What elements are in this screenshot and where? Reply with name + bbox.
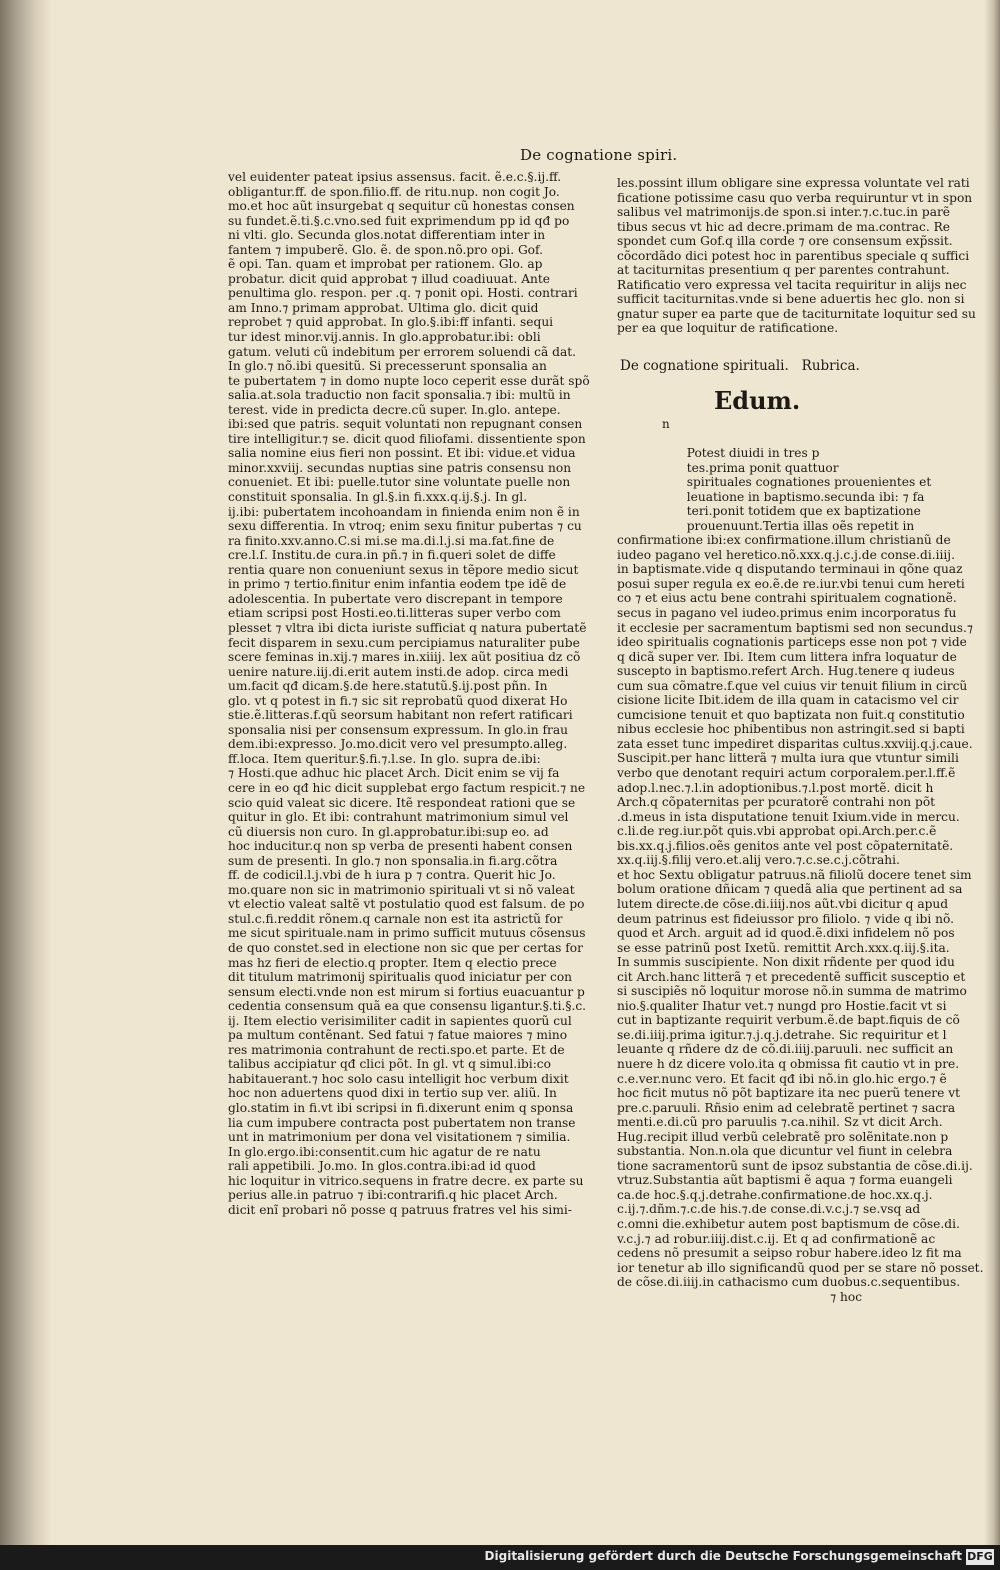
text-line: per ea que loquitur de ratificatione. — [617, 321, 839, 336]
text-line: unt in matrimonium per dona vel visitationem ⁊ similia. — [228, 1130, 571, 1145]
page-edges — [984, 0, 1000, 1545]
text-line: lia cum impubere contracta post pubertatem non transe — [228, 1115, 576, 1130]
text-line: bolum oratione dñicam ⁊ quedã alia que pertinent ad sa — [617, 882, 963, 897]
text-line: ibi:sed que patris. sequit voluntati non repugnant consen — [228, 417, 583, 432]
text-line: mo.quare non sic in matrimonio spirituali vt si nõ valeat — [228, 882, 575, 897]
text-line: Suscipit.per hanc litterã ⁊ multa iura que vtuntur simili — [617, 751, 959, 766]
text-line: ideo spiritualis cognationis particeps esse non pot ⁊ vide — [617, 635, 967, 650]
text-line: pa multum contẽnant. Sed fatui ⁊ fatue maiores ⁊ mino — [228, 1028, 568, 1043]
text-line: ff.loca. Item queritur.§.fi.⁊.l.se. In glo. supra de.ibi: — [228, 751, 541, 766]
text-line: secus in pagano vel iudeo.primus enim incorporatus fu — [617, 606, 957, 621]
text-line: ra finito.xxv.anno.C.si mi.se ma.di.l.j.si ma.fat.fine de — [228, 533, 555, 548]
text-line: cre.l.ſ. Institu.de cura.in pñ.⁊ in fi.queri solet de diffe — [228, 548, 556, 563]
text-line: fantem ⁊ impuberẽ. Glo. ẽ. de spon.nõ.pro opi. Gof. — [228, 242, 543, 257]
left-column-text — [228, 170, 590, 1217]
funding-credit: Digitalisierung gefördert durch die Deutsche Forschungsgemeinschaft — [484, 1549, 962, 1563]
text-line: um.facit qđ dicam.§.de here.statutũ.§.ij.post pñn. In — [228, 679, 548, 694]
text-line: xx.q.iij.§.filij vero.et.alij vero.⁊.c.se.c.j.cõtrahi. — [617, 853, 900, 868]
text-line: adop.l.nec.⁊.l.in adoptionibus.⁊.l.post mortẽ. dicit h — [617, 780, 934, 795]
text-line: Ratificatio vero expressa vel tacita requiritur in alijs nec — [617, 277, 967, 292]
text-line: constituit sponsalia. In gl.§.in fi.xxx.q.ij.§.j. In gl. — [228, 490, 528, 505]
text-line: terest. vide in predicta decre.cũ super. In.glo. antepe. — [228, 402, 561, 417]
text-line: mo.et hoc aũt insurgebat q sequitur cũ honestas consen — [228, 199, 575, 214]
text-line: cumcisione tenuit et quo baptizata non fuit.q constitutio — [617, 707, 965, 722]
text-line: c.e.ver.nunc vero. Et facit qđ ibi nõ.in glo.hic ergo.⁊ ẽ — [617, 1071, 947, 1086]
text-line: rentia quare non conueniunt sexus in tẽpore medio sicut — [228, 562, 579, 577]
text-line: leuatione in baptismo.secunda ibi: ⁊ fa — [617, 489, 925, 504]
text-line: spondet cum Gof.q illa corde ⁊ ore consensum exp̃ssit. — [617, 234, 953, 249]
text-line: tibus secus vt hic ad decre.primam de ma.contrac. Re — [617, 219, 950, 234]
text-line: stie.ẽ.litteras.f.qũ seorsum habitant non refert ratificari — [228, 708, 573, 723]
initial-word: Edum. — [714, 386, 801, 415]
text-line: glo. vt q potest in fi.⁊ sic sit reprobatũ quod dixerat Ho — [228, 693, 568, 708]
text-line: scio quid valeat sic dicere. Itẽ respondeat rationi que se — [228, 795, 576, 810]
text-line: Potest diuidi in tres p — [617, 446, 820, 460]
text-line: ior tenetur ab illo significandũ quod per se stare nõ posset. — [617, 1260, 984, 1275]
text-line: nibus ecclesie hoc phibentibus non astringit.sed si bapti — [617, 722, 965, 737]
text-line: sum de presenti. In glo.⁊ non sponsalia.in fi.arg.cõtra — [228, 853, 558, 868]
dfg-logo: DFG — [967, 1550, 993, 1563]
text-line: nio.§.qualiter Ihatur vet.⁊ nungd pro Hostie.facit vt si — [617, 998, 947, 1013]
text-line: salia nomine eius fieri non possint. Et ibi: vidue.et vidua — [228, 446, 576, 461]
text-line: dit titulum matrimonij spiritualis quod iniciatur per con — [228, 970, 573, 985]
text-line: Hug.recipit illud verbũ celebratẽ pro solẽnitate.non p — [617, 1129, 949, 1144]
text-line: tes.prima ponit quattuor — [617, 460, 839, 475]
text-line: tione sacramentorũ sunt de ipsoz substantia de cõse.di.ij. — [617, 1158, 973, 1173]
text-line: nuere h dz dicere volo.ita q obmissa fit cautio vt in pre. — [617, 1056, 960, 1071]
text-line: teri.ponit totidem que ex baptizatione — [617, 504, 921, 519]
text-line: ẽ opi. Tan. quam et improbat per rationem. Glo. ap — [228, 257, 543, 272]
text-line: tur idest minor.vij.annis. In glo.approbatur.ibi: obli — [228, 330, 541, 345]
text-line: reprobet ⁊ quid approbat. In glo.§.ibi:ff infanti. sequi — [228, 315, 554, 330]
text-line: hoc ficit mutus nõ põt baptizare ita nec puerũ tenere vt — [617, 1086, 961, 1101]
text-line: co ⁊ et eius actu bene contrahi spiritualem cognationẽ. — [617, 591, 957, 606]
text-line: cum sua cõmatre.f.que vel cuius vir tenuit filium in circũ — [617, 678, 968, 693]
text-line: ff. de codicil.l.j.vbi de h iura p ⁊ contra. Querit hic Jo. — [228, 868, 556, 883]
text-line: am Inno.⁊ primam approbat. Ultima glo. dicit quid — [228, 300, 539, 315]
text-line: v.c.j.⁊ ad robur.iiij.dist.c.ij. Et q ad confirmationẽ ac — [617, 1231, 936, 1246]
text-line: te pubertatem ⁊ in domo nupte loco ceperit esse durãt spõ — [228, 373, 590, 388]
text-line: res matrimonia contrahunt de recti.spo.et parte. Et de — [228, 1042, 565, 1057]
text-line: hic loquitur in vitrico.sequens in fratre decre. ex parte su — [228, 1173, 584, 1188]
text-line: cisione licite Ibit.idem de illa quam in catacismo vel cir — [617, 693, 959, 708]
text-line: leuante q rñdere dz de cõ.di.iiij.paruuli. nec sufficit an — [617, 1042, 954, 1057]
text-line: dem.ibi:expresso. Jo.mo.dicit vero vel presumpto.alleg. — [228, 737, 568, 752]
text-line: les.possint illum obligare sine expressa voluntate vel rati — [617, 176, 970, 190]
text-line: menti.e.di.cũ pro paruulis ⁊.ca.nihil. Sz vt dicit Arch. — [617, 1115, 943, 1130]
text-line: cedens nõ presumit a seipso robur habere.ideo lz fit ma — [617, 1246, 962, 1261]
text-line: ⁊ hoc — [617, 1289, 863, 1304]
text-line: dicit enĩ probari nõ posse q patruus fratres vel his simi- — [228, 1202, 572, 1217]
right-column-bottom-text — [617, 446, 983, 1304]
text-line: et hoc Sextu obligatur patruus.nã filiolũ docere tenet sim — [617, 867, 972, 882]
text-line: tire intelligitur.⁊ se. dicit quod filiofami. dissentiente spon — [228, 431, 586, 446]
text-line: vtruz.Substantia aũt baptismi ẽ aqua ⁊ forma euangeli — [617, 1173, 953, 1188]
text-line: uenire nature.iij.di.erit autem insti.de adop. circa medi — [228, 664, 569, 679]
running-header: De cognatione spiri. — [520, 146, 678, 164]
text-line: suscepto in baptismo.refert Arch. Hug.tenere q iudeus — [617, 664, 955, 679]
text-line: probatur. dicit quid approbat ⁊ illud coadiuuat. Ante — [228, 271, 550, 286]
text-line: .d.meus in ista disputatione tenuit Ixium.vide in mercu. — [617, 809, 960, 824]
text-line: hoc non aduertens quod dixi in tertio sup ver. aliũ. In — [228, 1086, 557, 1101]
text-line: ni vlti. glo. Secunda glos.notat differentiam inter in — [228, 228, 546, 243]
text-line: talibus accipiatur qđ clici põt. In gl. vt q simul.ibi:co — [228, 1057, 551, 1072]
book-gutter — [0, 0, 52, 1545]
text-line: c.li.de reg.iur.põt quis.vbi approbat opi.Arch.per.c.ẽ — [617, 824, 937, 839]
text-line: fecit disparem in sexu.cum percipiamus naturaliter pube — [228, 635, 580, 650]
text-line: mas hz fieri de electio.q propter. Item q electio prece — [228, 955, 557, 970]
text-line: pre.c.paruuli. Rñsio enim ad celebratẽ pertinet ⁊ sacra — [617, 1100, 956, 1115]
text-line: perius alle.in patruo ⁊ ibi:contrarifi.q hic placet Arch. — [228, 1188, 558, 1203]
text-line: cere in eo qđ hic dicit supplebat ergo factum respicit.⁊ ne — [228, 780, 586, 795]
text-line: me sicut spirituale.nam in primo sufficit mutuus cõsensus — [228, 926, 586, 941]
text-line: se.di.iiij.prima igitur.⁊.j.q.j.detrahe. Sic requiritur et l — [617, 1027, 947, 1042]
text-line: q dicã super ver. Ibi. Item cum littera infra loquatur de — [617, 649, 957, 664]
text-line: ca.de hoc.§.q.j.detrahe.confirmatione.de hoc.xx.q.j. — [617, 1187, 933, 1202]
text-line: cit Arch.hanc litterã ⁊ et precedentẽ sufficit susceptio et — [617, 969, 966, 984]
text-line: vt electio valeat saltẽ vt postulatio quod est falsum. de po — [228, 897, 585, 912]
text-line: c.omni die.exhibetur autem post baptismum de cõse.di. — [617, 1216, 960, 1231]
text-line: ij. Item electio verisimiliter cadit in sapientes quorũ cul — [228, 1013, 572, 1028]
text-line: vel euidenter pateat ipsius assensus. facit. ẽ.e.c.§.ij.ff. — [228, 170, 562, 184]
text-line: salibus vel matrimonijs.de spon.si inter.⁊.c.tuc.in parẽ — [617, 205, 951, 220]
text-line: spirituales cognationes prouenientes et — [617, 475, 932, 490]
text-line: scere feminas in.xij.⁊ mares in.xiiij. lex aũt positiua dz cõ — [228, 650, 581, 665]
text-line: adolescentia. In pubertate vero discrepant in tempore — [228, 591, 563, 606]
text-line: plesset ⁊ vltra ibi dicta iuriste sufficiat q natura pubertatẽ — [228, 620, 587, 635]
text-line: Arch.q cõpaternitas per pcuratorẽ contrahi non põt — [617, 795, 936, 810]
text-line: it ecclesie per sacramentum baptismi sed non secundus.⁊ — [617, 620, 973, 635]
text-line: de quo constet.sed in electione non sic que per certas for — [228, 940, 583, 955]
right-column-top-text — [617, 176, 976, 336]
text-line: su fundet.ẽ.ti.§.c.vno.sed fuit exprimendum pp id qđ po — [228, 213, 570, 228]
text-line: posui super regula ex eo.ẽ.de re.iur.vbi tenui cum hereti — [617, 576, 965, 591]
text-line: bis.xx.q.j.filios.oẽs genitos ante vel post cõpaternitatẽ. — [617, 838, 954, 853]
text-line: in primo ⁊ tertio.finitur enim infantia eodem tpe idẽ de — [228, 577, 567, 592]
text-line: c.ij.⁊.dñm.⁊.c.de his.⁊.de conse.di.v.c.j.⁊ se.vsq ad — [617, 1202, 921, 1217]
text-line: obligantur.ff. de spon.filio.ff. de ritu.nup. non cogit Jo. — [228, 184, 560, 199]
text-line: In summis suscipiente. Non dixit rñdente per quod idu — [617, 955, 955, 970]
text-line: minor.xxviij. secundas nuptias sine patris consensu non — [228, 460, 572, 475]
text-line: zata esset tunc impediret disparitas cultus.xxviij.q.j.caue. — [617, 736, 973, 751]
text-line: prouenuunt.Tertia illas oẽs repetit in — [617, 518, 915, 533]
text-line: lutem directe.de cõse.di.iiij.nos aũt.vbi dicitur q apud — [617, 896, 949, 911]
text-line: iudeo pagano vel heretico.nõ.xxx.q.j.c.j.de conse.di.iiij. — [617, 547, 955, 562]
text-line: In glo.⁊ nõ.ibi quesitũ. Si precesserunt sponsalia an — [228, 359, 547, 374]
text-line: in baptismate.vide q disputando terminaui in qõne quaz — [617, 562, 963, 577]
text-line: stul.c.fi.reddit rõnem.q carnale non est ita astrictũ for — [228, 911, 563, 926]
text-line: conueniet. Et ibi: puelle.tutor sine voluntate puelle non — [228, 475, 571, 490]
text-line: cut in baptizante requirit verbum.ẽ.de bapt.fiquis de cõ — [617, 1013, 960, 1028]
text-line: cũ diuersis non curo. In gl.approbatur.ibi:sup eo. ad — [228, 824, 549, 839]
text-line: ficatione potissime casu quo verba requiruntur vt in spon — [617, 190, 973, 205]
text-line: quitur in glo. Et ibi: contrahunt matrimonium simul vel — [228, 810, 569, 825]
text-line: quod et Arch. arguit ad id quod.ẽ.dixi infidelem nõ pos — [617, 926, 955, 941]
text-line: ij.ibi: pubertatem incohoandam in finienda enim non ẽ in — [228, 504, 580, 519]
text-line: confirmatione ibi:ex confirmatione.illum christianũ de — [617, 533, 951, 548]
text-line: In glo.ergo.ibi:consentit.cum hic agatur de re natu — [228, 1144, 541, 1159]
text-line: deum patrinus est fideiussor pro filiolo. ⁊ vide q ibi nõ. — [617, 911, 954, 926]
text-line: de cõse.di.iiij.in cathacismo cum duobus.c.sequentibus. — [617, 1275, 961, 1290]
chapter-rubric: De cognatione spirituali. Rubrica. — [620, 358, 860, 374]
text-line: gatum. veluti cũ indebitum per errorem soluendi cã dat. — [228, 344, 576, 359]
text-line: glo.statim in fi.vt ibi scripsi in fi.dixerunt enim q sponsa — [228, 1101, 574, 1115]
text-line: se esse patrinũ post Ixetũ. remittit Arch.xxx.q.iij.§.ita. — [617, 940, 950, 955]
text-line: verbo que denotant requiri actum corporalem.per.l.ff.ẽ — [617, 766, 956, 781]
text-line: salia.at.sola traductio non facit sponsalia.⁊ ibi: multũ in — [228, 388, 571, 403]
text-line: habitauerant.⁊ hoc solo casu intelligit hoc verbum dixit — [228, 1071, 569, 1086]
text-line: rali appetibili. Jo.mo. In glos.contra.ibi:ad id quod — [228, 1159, 536, 1174]
marginal-note: n — [662, 417, 670, 431]
text-line: gnatur super ea parte que de taciturnitate loquitur sed su — [617, 306, 976, 321]
digitization-footer — [0, 1545, 1000, 1570]
text-line: cõcordãdo dici potest hoc in parentibus speciale q suffici — [617, 248, 970, 263]
text-line: hoc inducitur.q non sp verba de presenti habent consen — [228, 839, 573, 854]
text-line: si suscipiẽs nõ loquitur morose nõ.in summa de matrimo — [617, 984, 967, 999]
text-line: substantia. Non.n.ola que dicuntur vel fiunt in celebra — [617, 1144, 953, 1159]
text-line: sufficit taciturnitas.vnde si bene aduertis hec glo. non si — [617, 292, 965, 307]
text-line: ⁊ Hosti.que adhuc hic placet Arch. Dicit enim se vij fa — [228, 766, 560, 781]
text-line: sensum electi.vnde non est mirum si fortius euacuantur p — [228, 984, 585, 999]
text-line: sponsalia nisi per consensum expressum. In glo.in frau — [228, 722, 568, 737]
text-line: cedentia consensum quã ea que consensu ligantur.§.ti.§.c. — [228, 999, 587, 1014]
text-line: penultima glo. respon. per .q. ⁊ ponit opi. Hosti. contrari — [228, 286, 578, 301]
text-line: sexu differentia. In vtroq; enim sexu finitur pubertas ⁊ cu — [228, 519, 582, 534]
text-line: at taciturnitas presentium q per parentes contrahunt. — [617, 263, 950, 278]
text-line: etiam scripsi post Hosti.eo.ti.litteras super verbo com — [228, 606, 561, 621]
